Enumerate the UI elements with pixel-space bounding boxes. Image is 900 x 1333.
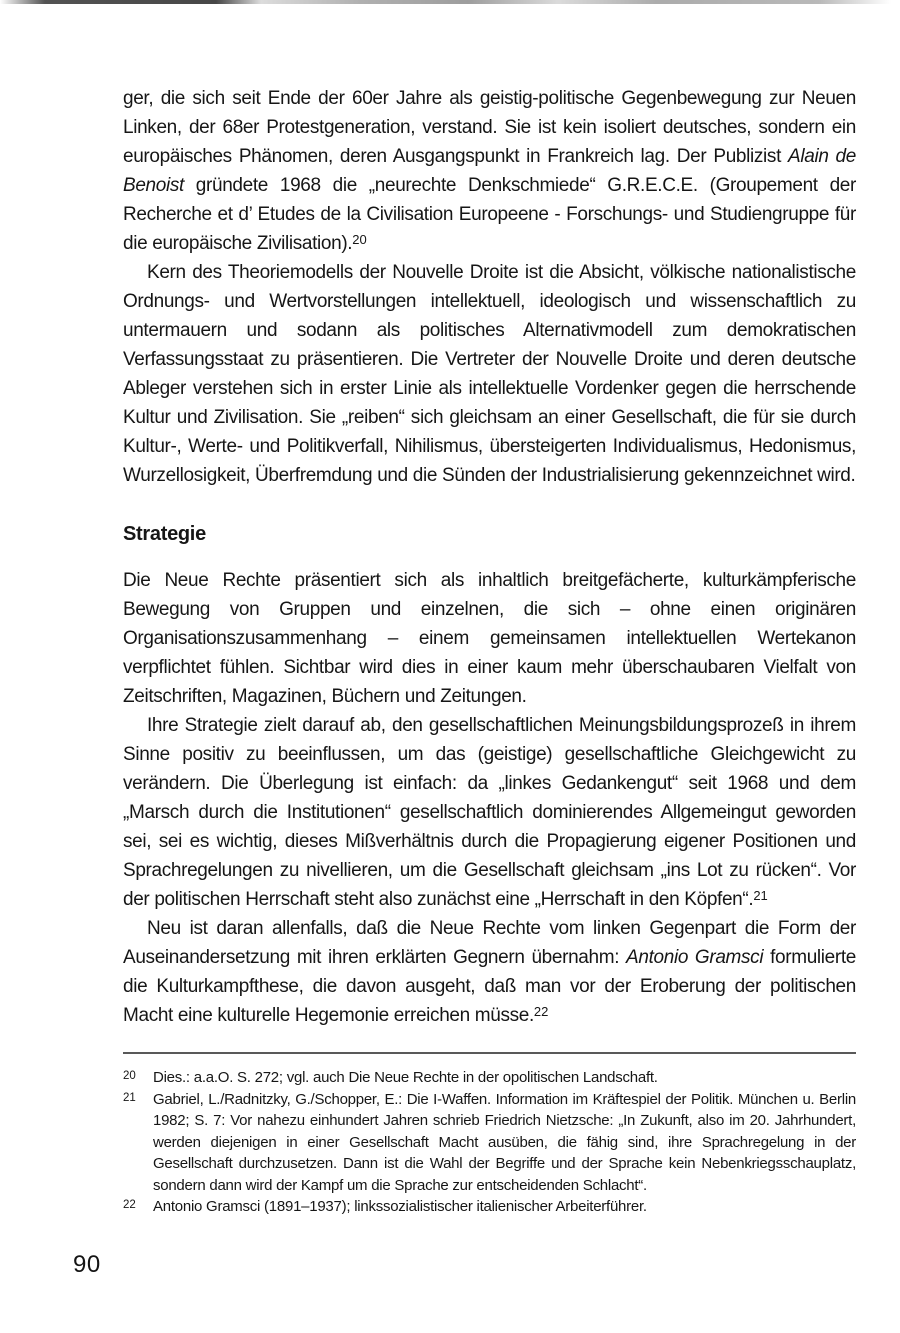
emphasis-text: Antonio Gramsci (626, 947, 764, 968)
footnote: $^{21}$ Gabriel, L./Radnitzky, G./Schopper, E.: Die I-Waffen. Information im Kräftespiel der Politik. München u. Berlin 1982; S. 7: Vor nahezu einhundert Jahren schrieb Friedrich Nietzsche: „In Zukunft, also im 20. Jahrhundert, werden diejenigen in einer Gesellschaft Macht ausüben, die fähig sind, ihre Sprachregelung in der Gesellschaft durchzusetzen. Dann ist die Wahl der Begriffe und der Sprache kein Nebenkriegsschauplatz, sondern dann wird der Kampf um die Sprache zur entscheidenden Schlacht“. (123, 1090, 856, 1194)
text-run: ger, die sich seit Ende der 60er Jahre als geistig-politische Gegenbewegung zur Neuen Linken, der 68er Protestgeneration, verstand. Sie ist kein isoliert deutsches, sondern ein europäisches Phänomen, deren Ausgangspunkt in Frankreich lag. Der Publizist (123, 88, 856, 167)
paragraph-kern-theoriemodell (123, 258, 856, 490)
footnote: $^{20}$ Dies.: a.a.O. S. 272; vgl. auch Die Neue Rechte in der opolitischen Landschaft. (123, 1069, 658, 1086)
text-column (123, 84, 856, 1218)
paragraph-continuation (123, 84, 856, 258)
paragraph-neue-rechte (123, 566, 856, 711)
paragraph-neu-ist-daran (123, 914, 856, 1030)
scan-edge-artifact (0, 0, 900, 4)
footnote-text: Antonio Gramsci (1891–1937); linkssozialistischer italienischer Arbeiterführer. (153, 1198, 647, 1215)
footnote-text: Dies.: a.a.O. S. 272; vgl. auch Die Neue Rechte in der opolitischen Landschaft. (153, 1069, 658, 1086)
section-heading-strategie: Strategie (123, 523, 206, 545)
footnotes-block (123, 1067, 856, 1218)
text-run: gründete 1968 die „neurechte Denkschmiede“ G.R.E.C.E. (Groupement der Recherche et d’ Etudes de la Civilisation Europeene - Forschungs- und Studiengruppe für die europäische Zivilisation). (123, 175, 856, 254)
footnote-separator-rule (123, 1052, 856, 1054)
text-run: Ihre Strategie zielt darauf ab, den gesellschaftlichen Meinungsbildungsprozeß in ihrem Sinne positiv zu beeinflussen, um das (geistige) gesellschaftliche Gleichgewicht zu verändern. Die Überlegung ist einfach: da „linkes Gedankengut“ seit 1968 und dem „Marsch durch die Institutionen“ gesellschaftlich dominierendes Allgemeingut geworden sei, sei es wichtig, dieses Mißverhältnis durch die Propagierung eigener Positionen und Sprachregelungen zu nivellieren, um die Gesellschaft gleichsam „ins Lot zu rücken“. Vor der politischen Herrschaft steht also zunächst eine „Herrschaft in den Köpfen“. (123, 715, 856, 910)
footnote-reference: 21 (753, 888, 768, 903)
footnote-text: Gabriel, L./Radnitzky, G./Schopper, E.: Die I-Waffen. Information im Kräftespiel der Politik. München u. Berlin 1982; S. 7: Vor nahezu einhundert Jahren schrieb Friedrich Nietzsche: „In Zukunft, also im 20. Jahrhundert, werden diejenigen in einer Gesellschaft Macht ausüben, die fähig sind, ihre Sprachregelung in der Gesellschaft durchzusetzen. Dann ist die Wahl der Begriffe und der Sprache kein Nebenkriegsschauplatz, sondern dann wird der Kampf um die Sprache zur entscheidenden Schlacht“. (153, 1090, 856, 1194)
page-number: 90 (73, 1251, 101, 1278)
emphasis-text: Alain de Benoist (123, 146, 856, 196)
text-run: formulierte die Kulturkampfthese, die davon ausgeht, daß man vor der Eroberung der politischen Macht eine kulturelle Hegemonie erreichen müsse. (123, 947, 857, 1026)
text-run: Neu ist daran allenfalls, daß die Neue Rechte vom linken Gegenpart die Form der Auseinandersetzung mit ihren erklärten Gegnern übernahm: (123, 918, 856, 968)
text-run: Kern des Theoriemodells der Nouvelle Droite ist die Absicht, völkische nationalistische Ordnungs- und Wertvorstellungen intellektuell, ideologisch und wissenschaftlich zu untermauern und sodann als politisches Alternativmodell zum demokratischen Verfassungsstaat zu präsentieren. Die Vertreter der Nouvelle Droite und deren deutsche Ableger verstehen sich in erster Linie als intellektuelle Vordenker gegen die herrschende Kultur und Zivilisation. Sie „reiben“ sich gleichsam an einer Gesellschaft, die für sie durch Kultur-, Werte- und Politikverfall, Nihilismus, übersteigerten Individualismus, Hedonismus, Wurzellosigkeit, Überfremdung und die Sünden der Industrialisierung gekennzeichnet wird. (123, 262, 856, 486)
footnote: $^{22}$ Antonio Gramsci (1891–1937); linkssozialistischer italienischer Arbeiterführer. (123, 1198, 647, 1215)
footnote-reference: 22 (533, 1004, 549, 1019)
paragraph-ihre-strategie (123, 711, 856, 914)
text-run: Die Neue Rechte präsentiert sich als inhaltlich breitgefächerte, kulturkämpferische Bewegung von Gruppen und einzelnen, die sich – ohne einen originären Organisationszusammenhang – einem gemeinsamen intellektuellen Wertekanon verpflichtet fühlen. Sichtbar wird dies in einer kaum mehr überschaubaren Vielfalt von Zeitschriften, Magazinen, Büchern und Zeitungen. (123, 570, 856, 707)
footnote-reference: 20 (352, 232, 367, 247)
